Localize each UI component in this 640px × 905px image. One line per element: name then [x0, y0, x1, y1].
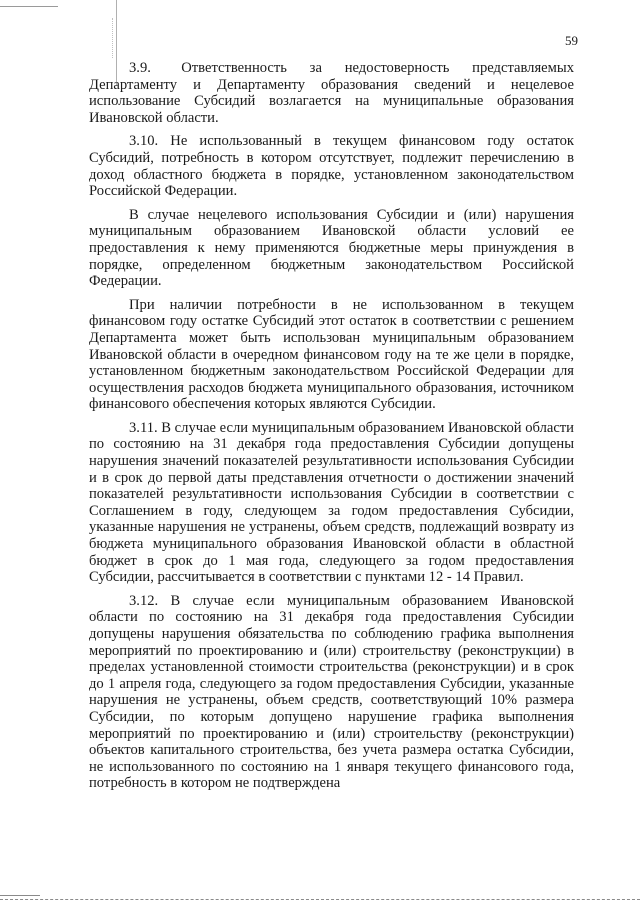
document-body: [89, 60, 574, 799]
paragraph-3-9: 3.9. Ответственность за недостоверность представляемых Департаменту и Департаменту образования сведений и нецелевое использование Субсидий возлагается на муниципальные образования Ивановской области.: [89, 60, 574, 126]
scan-artifact-bottom-solid: [0, 895, 40, 896]
scan-artifact-top: [0, 6, 58, 7]
page-number: 59: [565, 33, 578, 48]
paragraph-remainder: При наличии потребности в не использованном в текущем финансовом году остатке Субсидий этот остаток в соответствии с решением Департамента может быть использован муниципальным образованием Ивановской области в очередном финансовом году на те же цели в порядке, установленном бюджетным законодательством Российской Федерации для осуществления расходов бюджета муниципального образования, источником финансового обеспечения которых являются Субсидии.: [89, 296, 574, 413]
scan-binding-line-dotted: [112, 18, 113, 58]
paragraph-3-12: 3.12. В случае если муниципальным образованием Ивановской области по состоянию на 31 декабря года предоставления Субсидии допущены нарушения обязательства по соблюдению графика выполнения мероприятий по проектированию и (или) строительству (реконструкции) в пределах установленной стоимости строительства (реконструкции) и в срок до 1 апреля года, следующего за годом предоставления Субсидии, указанные нарушения не устранены, объем средств, соответствующий 10% размера Субсидии, по которым допущено нарушение графика выполнения мероприятий по проектированию и (или) строительству (реконструкции) объектов капитального строительства, без учета размера остатка Субсидии, не использованного по состоянию на 1 января текущего финансового года, потребность в котором не подтверждена: [89, 592, 574, 792]
paragraph-3-11: 3.11. В случае если муниципальным образованием Ивановской области по состоянию на 31 декабря года предоставления Субсидии допущены нарушения значений показателей результативности использования Субсидии и в срок до первой даты представления отчетности о достижении значений показателей результативности использования Субсидии в соответствии с Соглашением в году, следующем за годом предоставления Субсидии, указанные нарушения не устранены, объем средств, подлежащий возврату из бюджета муниципального образования Ивановской области в областной бюджет в срок до 1 мая года, следующего за годом предоставления Субсидии, рассчитывается в соответствии с пунктами 12 - 14 Правил.: [89, 419, 574, 586]
scan-artifact-bottom: [0, 899, 640, 900]
paragraph-3-10: 3.10. Не использованный в текущем финансовом году остаток Субсидий, потребность в котором отсутствует, подлежит перечислению в доход областного бюджета в порядке, установленном законодательством Российской Федерации.: [89, 133, 574, 200]
paragraph-misuse: В случае нецелевого использования Субсидии и (или) нарушения муниципальным образованием Ивановской области условий ее предоставления к нему применяются бюджетные меры принуждения в порядке, определенном бюджетным законодательством Российской Федерации.: [89, 206, 574, 290]
